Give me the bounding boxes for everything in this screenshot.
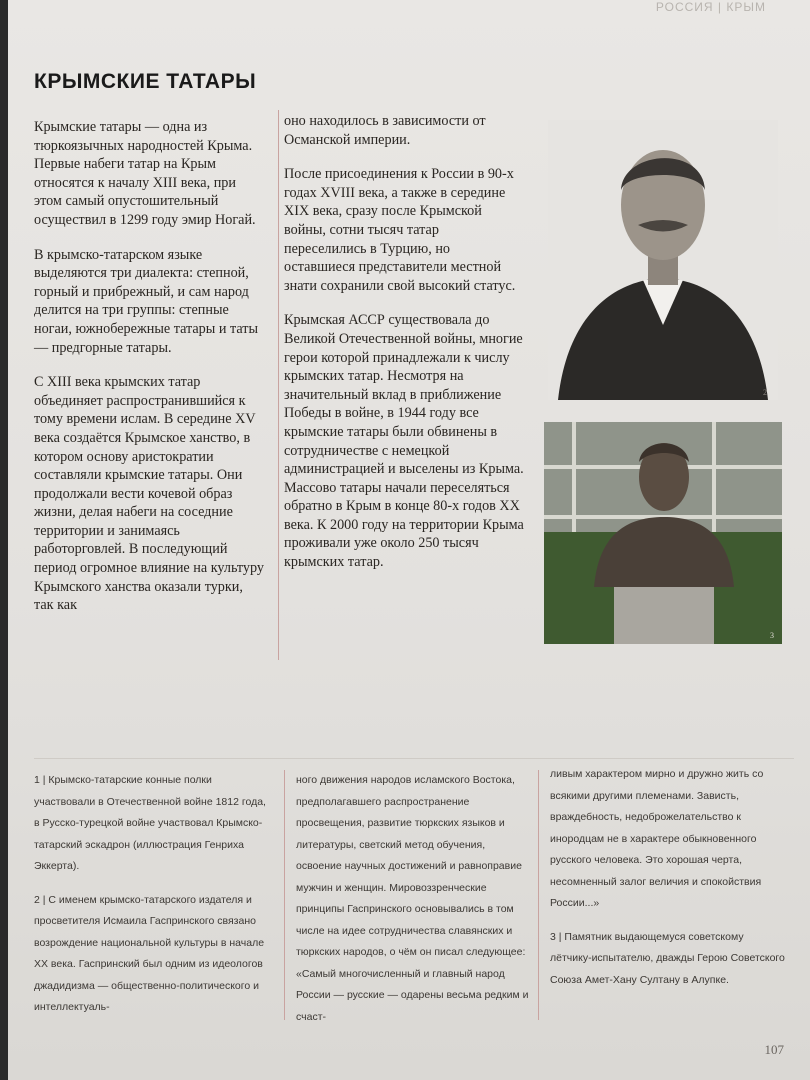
column-rule (538, 770, 539, 1020)
footnote: 1 | Крымско-татарские конные полки участвовали в Отечественной войне 1812 года, в Русско-турецкой войне участвовал Крымско-татарский эскадрон (иллюстрация Генриха Эккерта). (34, 774, 266, 872)
text-column-1 (34, 118, 266, 631)
paragraph: После присоединения к России в 90-х годах XVIII века, а также в середине XIX века, сразу после Крымской войны, сотни тысяч татар переселились в Турцию, но оставшиеся представители местной знати сохранили свой высокий статус. (284, 166, 516, 294)
footnote: 3 | Памятник выдающемуся советскому лётчику-испытателю, дважды Герою Советского Союза Амет-Хану Султану в Алупке. (550, 930, 785, 986)
footnote-divider (34, 758, 794, 759)
column-rule (278, 110, 279, 660)
footnote: 2 | С именем крымско-татарского издателя и просветителя Исмаила Гаспринского связано возрождение национальной культуры в начале XX века. Гаспринский был одним из идеологов джадидизма — общественно-политического и интеллектуаль- (34, 893, 265, 1013)
image-number: 3 (770, 631, 774, 640)
paragraph: Крымские татары — одна из тюркоязычных народностей Крыма. Первые набеги татар на Крым относятся к началу XIII века, при этом самый опустошительный осуществил в 1299 году эмир Ногай. (34, 119, 256, 228)
footnotes-column-1 (34, 770, 270, 1031)
portrait-photo (548, 120, 778, 400)
footnote: ного движения народов исламского Востока, предполагавшего распространение просвещения, развитие тюркских языков и литературы, светский метод обучения, освоение научных достижений и равноправие мужчин и женщин. Мировоззренческие принципы Гаспринского основывались в том числе на идее сотрудничества славянских и тюркских народов, о чём он писал следующее: «Самый многочисленный и главный народ России — русские — одарены весьма редким и счаст- (296, 774, 529, 1023)
paragraph: С XIII века крымских татар объединяет распространившийся к тому времени ислам. В середине XV века создаётся Крымское ханство, в котором основу аристократии составляли крымские татары. Они продолжали вести кочевой образ жизни, делая набеги на соседние территории и занимаясь работорговлей. В последующий период огромное влияние на культуру Крымского ханства оказали турки, так как (34, 374, 264, 614)
monument-photo (544, 422, 782, 644)
footnotes-column-2 (296, 770, 532, 1040)
page-title: КРЫМСКИЕ ТАТАРЫ (34, 70, 257, 93)
paragraph: Крымская АССР существовала до Великой Отечественной войны, многие герои которой принадлежали к числу крымских татар. Несмотря на значительный вклад в приближение Победы в войне, в 1944 году все крымские татары были обвинены в сотрудничестве с немецкой администрацией и выселены из Крыма. Массово татары начали переселяться обратно в Крым в конце 80-х годов XX века. К 2000 году на территории Крыма проживали уже около 250 тысяч крымских татар. (284, 312, 524, 571)
text-column-2 (284, 112, 524, 588)
paragraph: оно находилось в зависимости от Османской империи. (284, 113, 486, 148)
page-number: 107 (764, 1042, 784, 1057)
paragraph: В крымско-татарском языке выделяются три диалекта: степной, горный и прибрежный, и сам народ делится на три группы: степные ногаи, южнобережные татары и таты — предгорные татары. (34, 246, 259, 356)
book-page (8, 0, 810, 1080)
column-rule (284, 770, 285, 1020)
image-number: 2 (763, 388, 767, 397)
running-head: РОССИЯ | КРЫМ (655, 0, 766, 14)
footnote: ливым характером мирно и дружно жить со всякими другими племенами. Зависть, враждебность, недоброжелательство к инородцам не в характере обыкновенного русского человека. Это хорошая черта, несомненный залог величия и спокойствия России...» (550, 768, 764, 909)
footnotes-column-3 (550, 764, 786, 1003)
